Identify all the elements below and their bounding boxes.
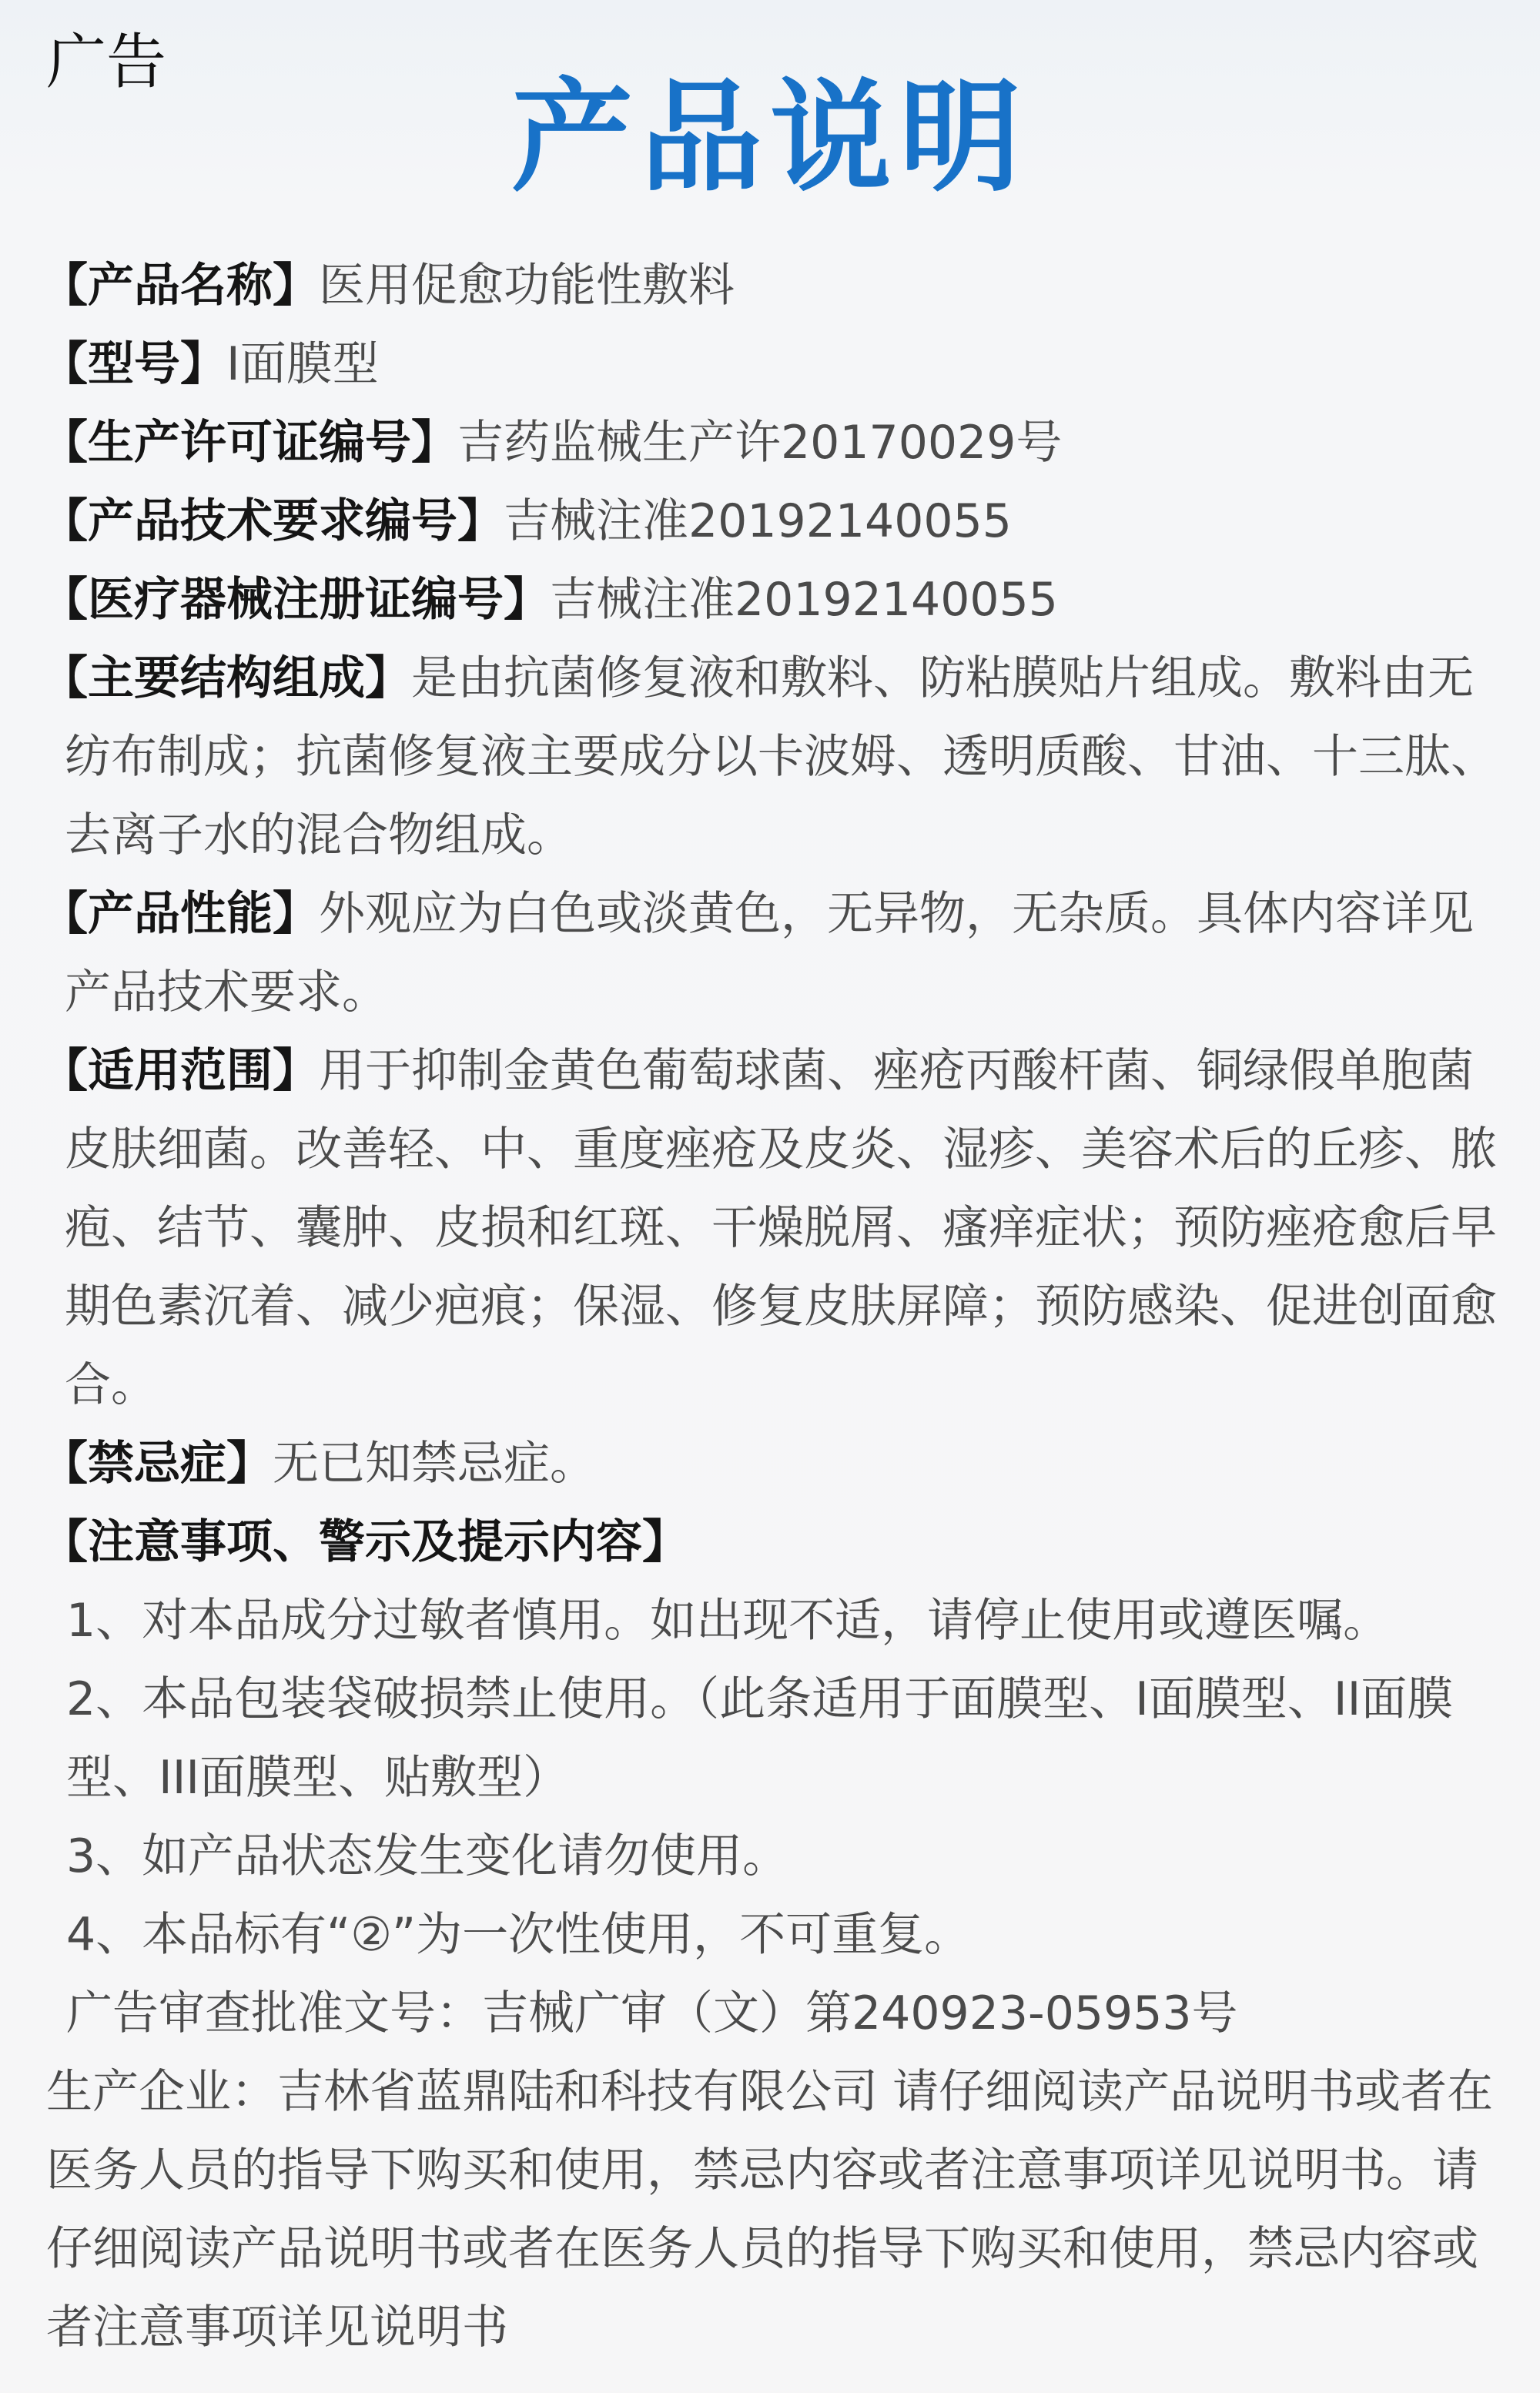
performance-value: 外观应为白色或淡黄色，无异物，无杂质。具体内容详见产品技术要求。 [65,887,1474,1019]
license-label: 【生产许可证编号】 [42,416,457,470]
model-value: I面膜型 [226,337,379,391]
performance-row [42,875,1509,1032]
structure-row [42,639,1509,875]
contraindication-label: 【禁忌症】 [42,1437,273,1491]
structure-label: 【主要结构组成】 [42,651,411,705]
page-title: 产品说明 [511,67,1029,209]
model-label: 【型号】 [42,337,226,391]
tech-requirement-row [42,482,1509,561]
model-row [42,325,1509,403]
product-name-value: 医用促愈功能性敷料 [319,259,735,313]
note-item: 3、如产品状态发生变化请勿使用。 [66,1829,789,1883]
contraindication-value: 无已知禁忌症。 [273,1437,596,1491]
scope-label: 【适用范围】 [42,1044,319,1098]
producer-disclaimer: 生产企业：吉林省蓝鼎陆和科技有限公司 请仔细阅读产品说明书或者在医务人员的指导下购买和使用，禁忌内容或者注意事项详见说明书。请仔细阅读产品说明书或者在医务人员的指导下购买和使用，禁忌内容或者注意事项详见说明书 [46,2065,1494,2355]
license-value: 吉药监械生产许20170029号 [457,416,1063,470]
license-row [42,403,1509,482]
product-name-label: 【产品名称】 [42,259,319,313]
product-name-row [42,246,1509,325]
ad-tag: 广告 [46,28,167,97]
ad-approval-number: 广告审查批准文号：吉械广审（文）第240923-05953号 [66,1986,1238,2040]
product-description [42,246,1509,2367]
registration-row [42,561,1509,639]
notes-heading: 【注意事项、警示及提示内容】 [42,1515,688,1569]
tech-requirement-label: 【产品技术要求编号】 [42,494,504,548]
registration-value: 吉械注准20192140055 [550,573,1058,627]
scope-value: 用于抑制金黄色葡萄球菌、痤疮丙酸杆菌、铜绿假单胞菌皮肤细菌。改善轻、中、重度痤疮及皮炎、湿疹、美容术后的丘疹、脓疱、结节、囊肿、皮损和红斑、干燥脱屑、瘙痒症状；预防痤疮愈后早期色素沉着、减少疤痕；保湿、修复皮肤屏障；预防感染、促进创面愈合。 [65,1044,1497,1412]
notes-heading-row [42,1503,1509,1581]
tech-requirement-value: 吉械注准20192140055 [504,494,1012,548]
note-item: 4、本品标有“②”为一次性使用，不可重复。 [66,1908,971,1962]
registration-label: 【医疗器械注册证编号】 [42,573,550,627]
note-item: 1、对本品成分过敏者慎用。如出现不适，请停止使用或遵医嘱。 [66,1594,1390,1648]
structure-value: 是由抗菌修复液和敷料、防粘膜贴片组成。敷料由无纺布制成；抗菌修复液主要成分以卡波姆、透明质酸、甘油、十三肽、去离子水的混合物组成。 [65,651,1497,862]
scope-row [42,1032,1509,1424]
contraindication-row [42,1424,1509,1503]
performance-label: 【产品性能】 [42,887,319,941]
note-item: 2、本品包装袋破损禁止使用。（此条适用于面膜型、I面膜型、II面膜型、III面膜型、贴敷型） [66,1672,1454,1805]
